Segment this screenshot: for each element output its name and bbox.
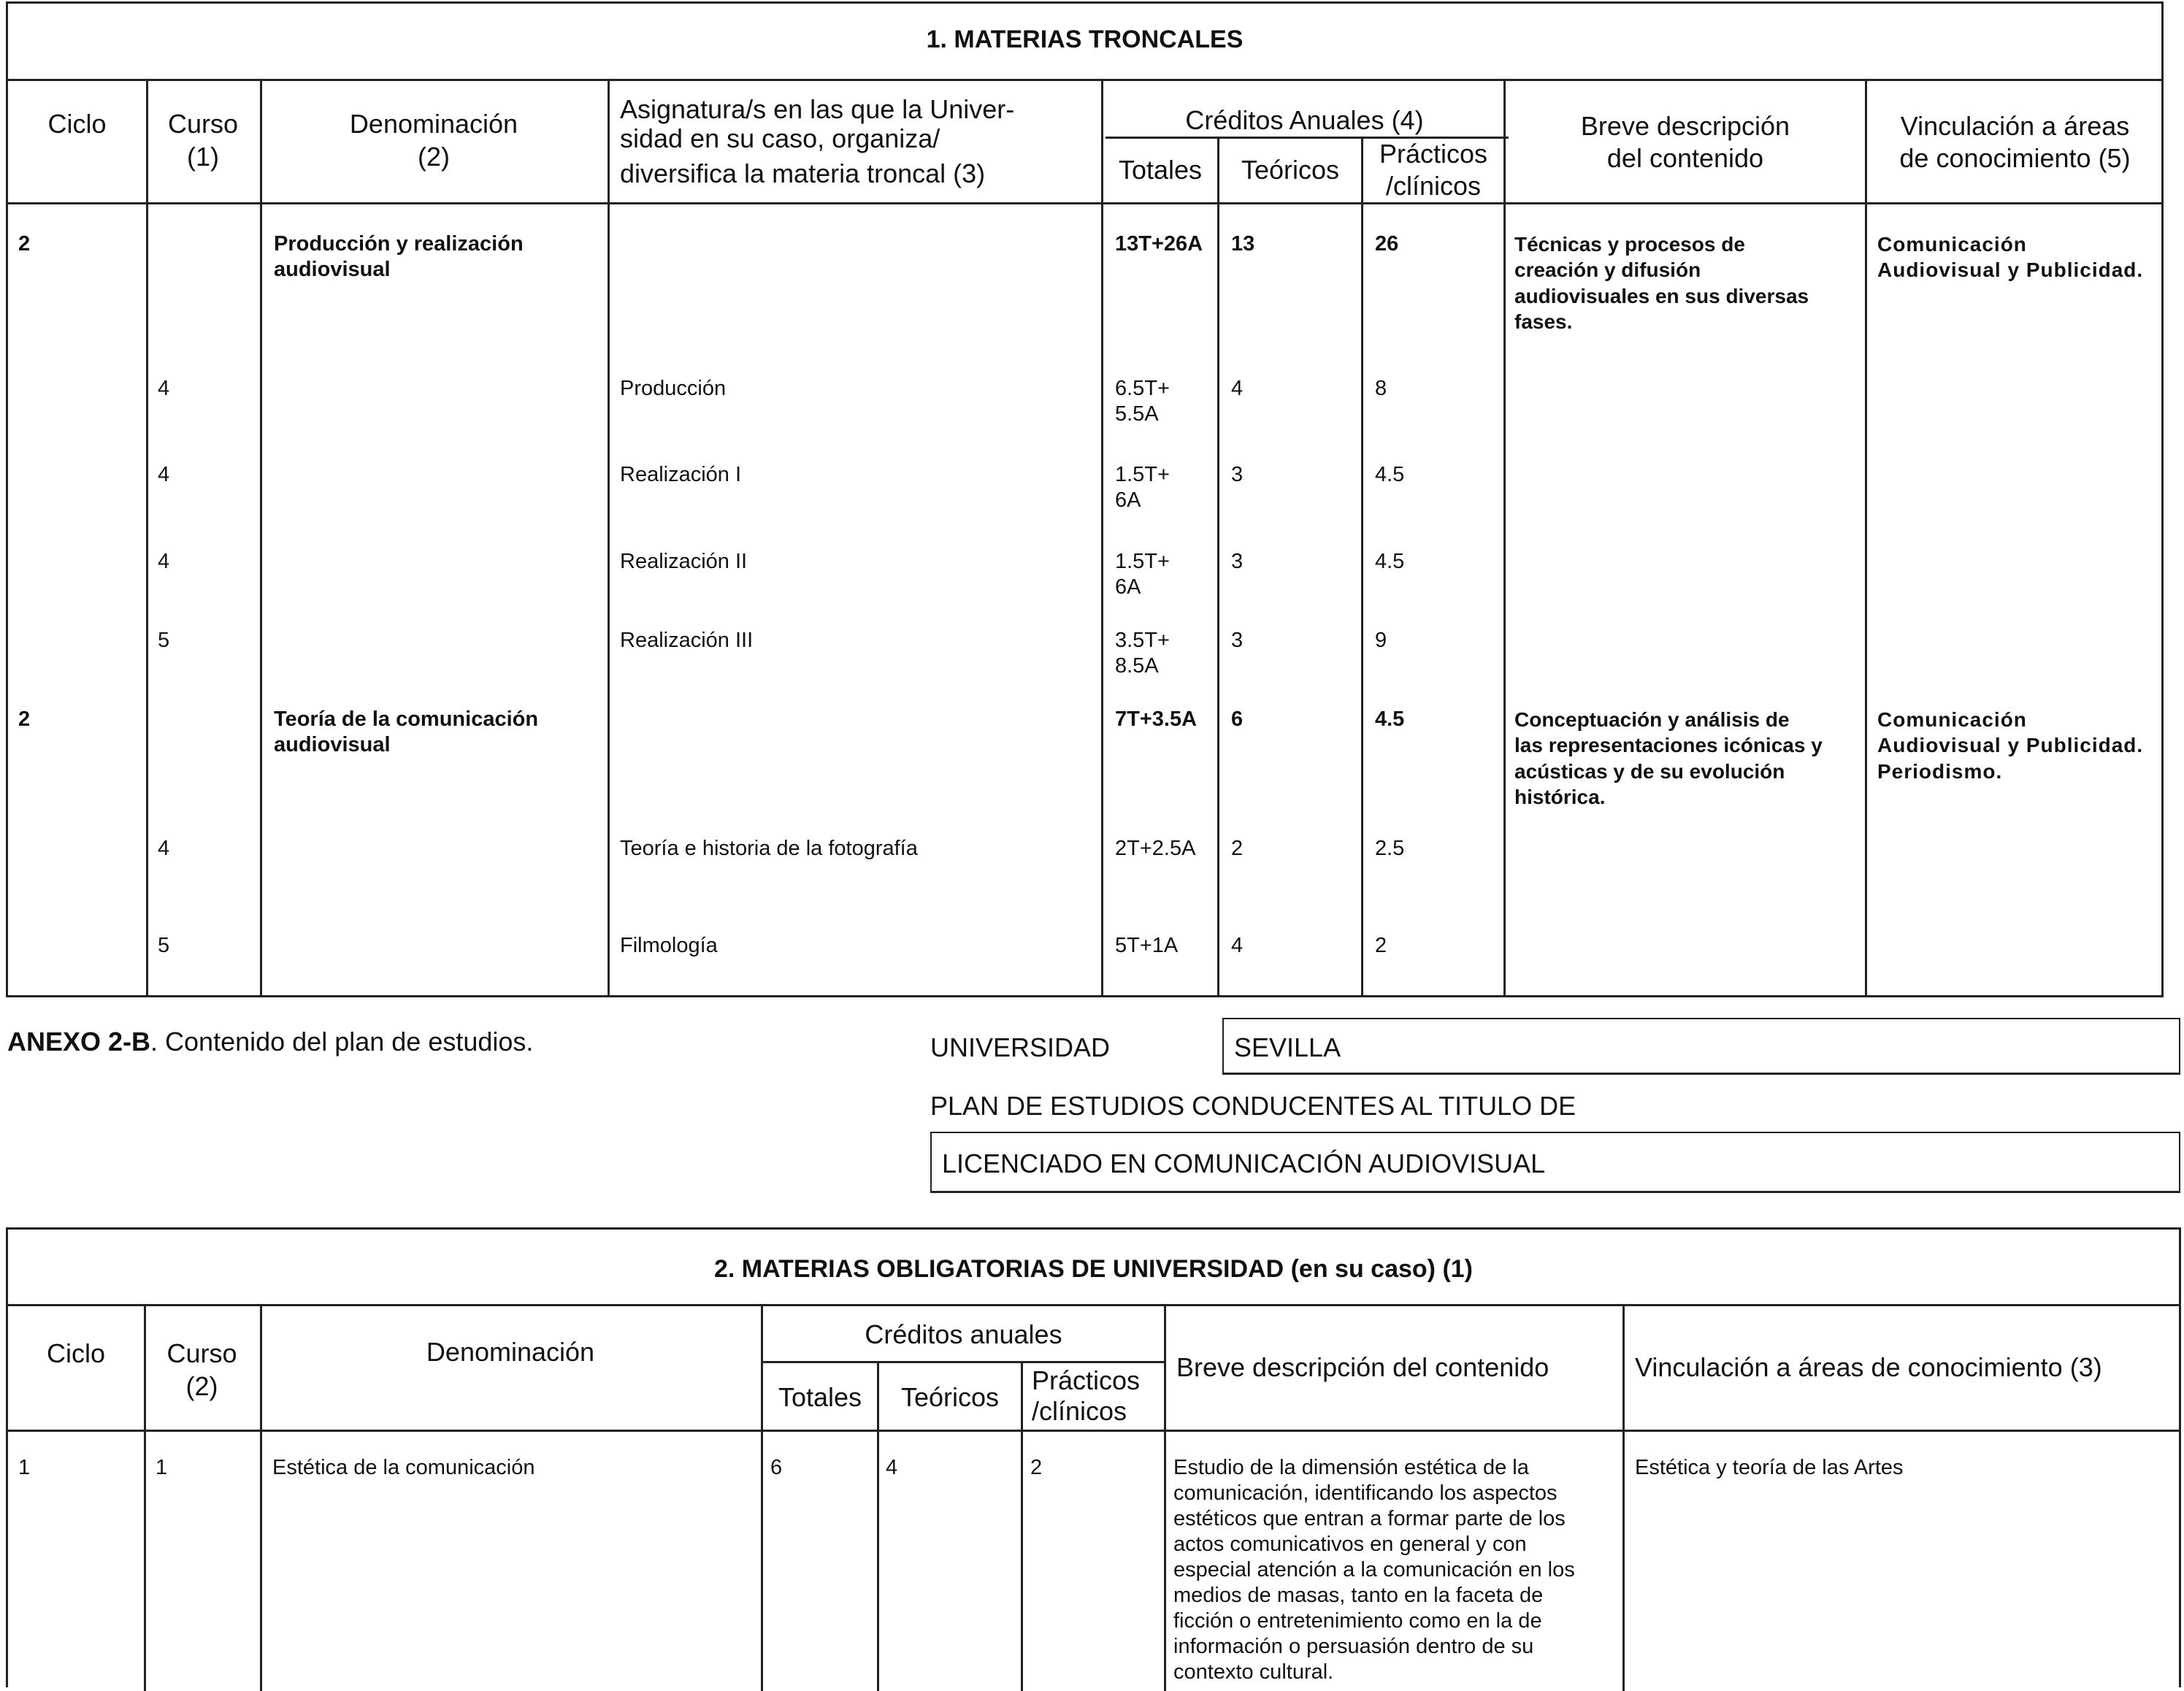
cell-curso: 5	[158, 629, 170, 652]
header-creditos: Créditos Anuales (4)	[1185, 105, 1424, 135]
cell-descripcion: Estudio de la dimensión estética de la	[1173, 1456, 1529, 1479]
cell-asignatura: Producción	[620, 377, 727, 400]
plan-label: PLAN DE ESTUDIOS CONDUCENTES AL TITULO DE	[930, 1091, 1576, 1121]
divider	[1164, 1304, 1166, 1691]
divider	[1865, 79, 1867, 995]
cell-totales: 6A	[1115, 488, 1141, 512]
cell-practicos: 4.5	[1375, 550, 1405, 573]
divider	[146, 79, 148, 995]
cell-practicos: 2	[1030, 1456, 1043, 1479]
cell-descripcion: medios de masas, tanto en la faceta de	[1173, 1584, 1544, 1607]
header-asignatura-line2: sidad en su caso, organiza/	[620, 123, 940, 153]
cell-teoricos: 4	[1231, 934, 1244, 957]
cell-totales: 3.5T+	[1115, 629, 1170, 652]
cell-totales: 5.5A	[1115, 402, 1159, 426]
cell-practicos: 4.5	[1375, 463, 1405, 486]
cell-teoricos: 2	[1231, 837, 1244, 860]
divider	[8, 79, 2161, 81]
table2-title: 2. MATERIAS OBLIGATORIAS DE UNIVERSIDAD (en su caso) (1)	[713, 1255, 1473, 1283]
cell-practicos: 9	[1375, 629, 1387, 652]
cell-descripcion: Conceptuación y análisis de	[1514, 708, 1790, 731]
titulo-value: LICENCIADO EN COMUNICACIÓN AUDIOVISUAL	[942, 1149, 1546, 1178]
cell-descripcion: actos comunicativos en general y con	[1173, 1533, 1527, 1556]
cell-descripcion: acústicas y de su evolución	[1514, 760, 1785, 783]
divider	[761, 1304, 763, 1691]
cell-teoricos: 13	[1231, 232, 1255, 256]
header-asignatura-line1: Asignatura/s en las que la Univer-	[620, 94, 1015, 124]
cell-descripcion: ficción o entretenimiento como en la de	[1173, 1609, 1542, 1633]
cell-denominacion: Estética de la comunicación	[272, 1456, 535, 1479]
header-curso: Curso	[166, 1338, 237, 1368]
header-breve: Breve descripción del contenido	[1176, 1352, 1549, 1382]
cell-totales: 6	[770, 1456, 783, 1479]
cell-curso: 4	[158, 550, 170, 573]
cell-vinculacion: Audiovisual y Publicidad.	[1877, 734, 2144, 756]
cell-descripcion: creación y difusión	[1514, 258, 1701, 281]
cell-totales: 1.5T+	[1115, 550, 1170, 573]
divider	[761, 1361, 1166, 1363]
header-practicos-line2: /clínicos	[1385, 171, 1482, 201]
cell-teoricos: 3	[1231, 463, 1244, 486]
header-totales: Totales	[778, 1382, 862, 1412]
cell-curso: 1	[156, 1456, 168, 1479]
header-vinculacion-line2: de conocimiento (5)	[1899, 143, 2131, 173]
cell-asignatura: Realización I	[620, 463, 742, 486]
cell-vinculacion: Audiovisual y Publicidad.	[1877, 258, 2144, 281]
cell-curso: 5	[158, 934, 170, 957]
divider	[1622, 1304, 1625, 1691]
cell-practicos: 2	[1375, 934, 1387, 957]
cell-curso: 4	[158, 377, 170, 400]
header-teoricos: Teóricos	[900, 1382, 1000, 1412]
divider	[8, 202, 2161, 204]
cell-teoricos: 4	[886, 1456, 898, 1479]
annex-label-bold: ANEXO 2-B	[7, 1027, 151, 1057]
cell-curso: 4	[158, 837, 170, 860]
cell-descripcion: Técnicas y procesos de	[1514, 233, 1745, 256]
header-breve-line1: Breve descripción	[1580, 111, 1790, 141]
cell-totales: 1.5T+	[1115, 463, 1170, 486]
cell-practicos: 4.5	[1375, 708, 1405, 731]
divider	[8, 1430, 2179, 1432]
cell-denominacion: audiovisual	[274, 258, 391, 281]
cell-totales: 2T+2.5A	[1115, 837, 1196, 860]
divider	[608, 79, 610, 995]
cell-descripcion: contexto cultural.	[1173, 1660, 1334, 1684]
header-denominacion: Denominación	[426, 1337, 595, 1367]
header-teoricos: Teóricos	[1241, 155, 1340, 185]
cell-descripcion: comunicación, identificando los aspectos	[1173, 1481, 1557, 1505]
header-ciclo: Ciclo	[46, 1338, 105, 1368]
header-breve-line2: del contenido	[1606, 143, 1764, 173]
header-totales: Totales	[1118, 155, 1203, 185]
divider	[8, 1304, 2179, 1306]
cell-ciclo: 2	[18, 232, 31, 256]
obligatorias-table	[6, 1227, 2181, 1687]
cell-descripcion: histórica.	[1514, 786, 1606, 808]
cell-descripcion: fases.	[1514, 310, 1573, 333]
cell-asignatura: Filmología	[620, 934, 718, 957]
cell-denominacion: Teoría de la comunicación	[274, 708, 539, 731]
troncales-table	[6, 1, 2164, 997]
universidad-value: SEVILLA	[1234, 1032, 1341, 1062]
cell-vinculacion: Comunicación	[1877, 708, 2027, 731]
divider	[1217, 137, 1219, 995]
divider	[260, 79, 262, 995]
divider	[1361, 137, 1363, 995]
header-curso-note: (2)	[185, 1371, 218, 1401]
cell-totales: 8.5A	[1115, 654, 1159, 678]
cell-teoricos: 6	[1231, 708, 1244, 731]
annex-label	[7, 1027, 533, 1057]
annex-label-rest: . Contenido del plan de estudios.	[150, 1027, 534, 1057]
cell-ciclo: 2	[18, 708, 31, 731]
cell-vinculacion: Periodismo.	[1877, 760, 2003, 783]
divider	[1021, 1361, 1023, 1691]
header-denominacion-note: (2)	[418, 142, 450, 172]
cell-teoricos: 3	[1231, 550, 1244, 573]
universidad-label: UNIVERSIDAD	[930, 1032, 1111, 1062]
cell-descripcion: especial atención a la comunicación en los	[1173, 1558, 1575, 1581]
cell-totales: 13T+26A	[1115, 232, 1203, 256]
cell-asignatura: Teoría e historia de la fotografía	[620, 837, 918, 860]
cell-vinculacion: Comunicación	[1877, 233, 2027, 256]
header-vinculacion: Vinculación a áreas de conocimiento (3)	[1635, 1352, 2102, 1382]
header-vinculacion-line1: Vinculación a áreas	[1900, 111, 2130, 141]
cell-practicos: 2.5	[1375, 837, 1405, 860]
header-creditos: Créditos anuales	[865, 1319, 1062, 1349]
cell-ciclo: 1	[18, 1456, 31, 1479]
cell-denominacion: Producción y realización	[274, 232, 524, 256]
cell-totales: 6.5T+	[1115, 377, 1170, 400]
cell-descripcion: información o persuasión dentro de su	[1173, 1635, 1534, 1658]
header-practicos-line1: Prácticos	[1379, 139, 1488, 169]
table1-title: 1. MATERIAS TRONCALES	[926, 26, 1244, 53]
header-practicos-line2: /clínicos	[1032, 1396, 1127, 1426]
header-curso: Curso	[167, 109, 239, 139]
header-curso-note: (1)	[187, 142, 219, 172]
divider	[1503, 79, 1506, 995]
header-practicos-line1: Prácticos	[1032, 1365, 1141, 1395]
cell-totales: 6A	[1115, 575, 1141, 599]
cell-totales: 7T+3.5A	[1115, 708, 1198, 731]
cell-asignatura: Realización II	[620, 550, 748, 573]
cell-asignatura: Realización III	[620, 629, 754, 652]
cell-practicos: 26	[1375, 232, 1399, 256]
cell-vinculacion: Estética y teoría de las Artes	[1635, 1456, 1904, 1479]
cell-totales: 5T+1A	[1115, 934, 1179, 957]
divider	[1101, 79, 1103, 995]
cell-descripcion: estéticos que entran a formar parte de los	[1173, 1507, 1566, 1530]
header-ciclo: Ciclo	[47, 109, 107, 139]
cell-practicos: 8	[1375, 377, 1387, 400]
universidad-field	[1222, 1018, 2180, 1075]
cell-teoricos: 4	[1231, 377, 1244, 400]
header-denominacion: Denominación	[349, 109, 518, 139]
titulo-field	[930, 1132, 2180, 1193]
cell-descripcion: audiovisuales en sus diversas	[1514, 285, 1809, 307]
cell-curso: 4	[158, 463, 170, 486]
header-asignatura-line3: diversifica la materia troncal (3)	[620, 158, 986, 188]
cell-denominacion: audiovisual	[274, 733, 391, 756]
cell-teoricos: 3	[1231, 629, 1244, 652]
cell-descripcion: las representaciones icónicas y	[1514, 734, 1823, 756]
